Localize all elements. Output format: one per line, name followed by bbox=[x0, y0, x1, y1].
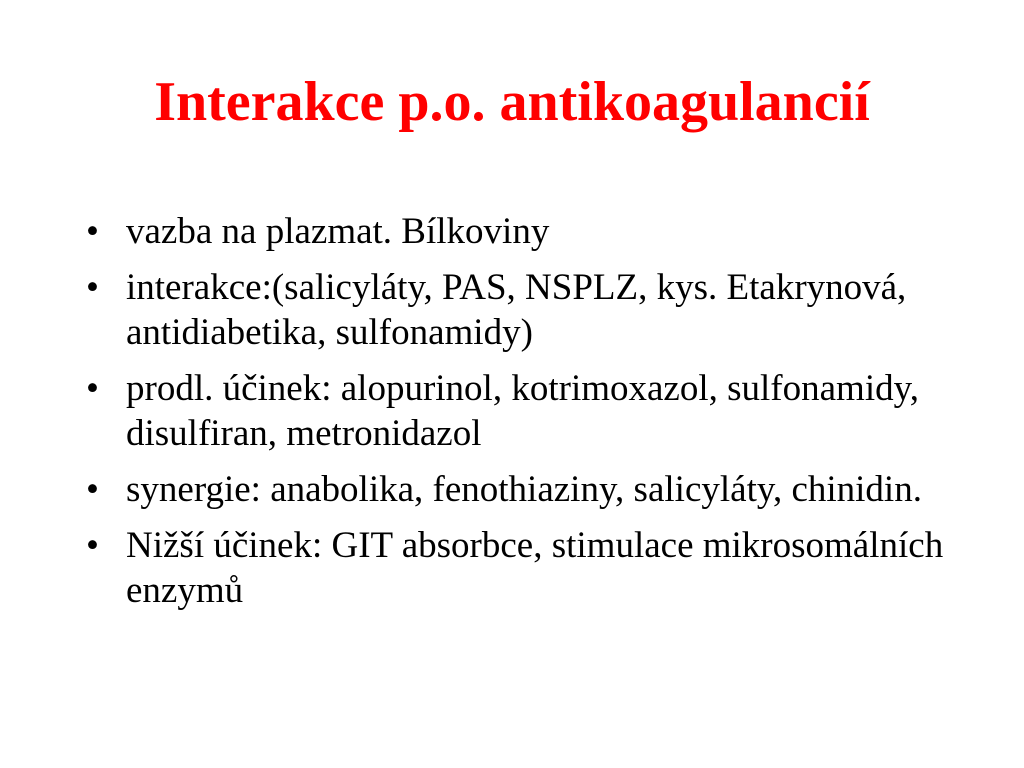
bullet-text: vazba na plazmat. Bílkoviny bbox=[126, 211, 550, 252]
bullet-item bbox=[86, 523, 966, 613]
bullet-item bbox=[86, 366, 966, 456]
bullet-text: prodl. účinek: alopurinol, kotrimoxazol, sulfonamidy, disulfiran, metronidazol bbox=[126, 368, 919, 454]
bullet-marker: • bbox=[86, 525, 99, 566]
bullet-marker: • bbox=[86, 469, 99, 510]
bullet-marker: • bbox=[86, 368, 99, 409]
slide-title: Interakce p.o. antikoagulancií bbox=[154, 71, 870, 133]
bullet-item bbox=[86, 467, 966, 512]
bullet-marker: • bbox=[86, 211, 99, 252]
bullet-text: interakce:(salicyláty, PAS, NSPLZ, kys. Etakrynová, antidiabetika, sulfonamidy) bbox=[126, 267, 907, 353]
bullet-marker: • bbox=[86, 267, 99, 308]
bullet-text: synergie: anabolika, fenothiaziny, salicyláty, chinidin. bbox=[126, 469, 922, 510]
bullet-item bbox=[86, 265, 966, 355]
bullet-list bbox=[86, 209, 966, 624]
bullet-text: Nižší účinek: GIT absorbce, stimulace mikrosomálních enzymů bbox=[126, 525, 944, 611]
bullet-item bbox=[86, 209, 966, 254]
